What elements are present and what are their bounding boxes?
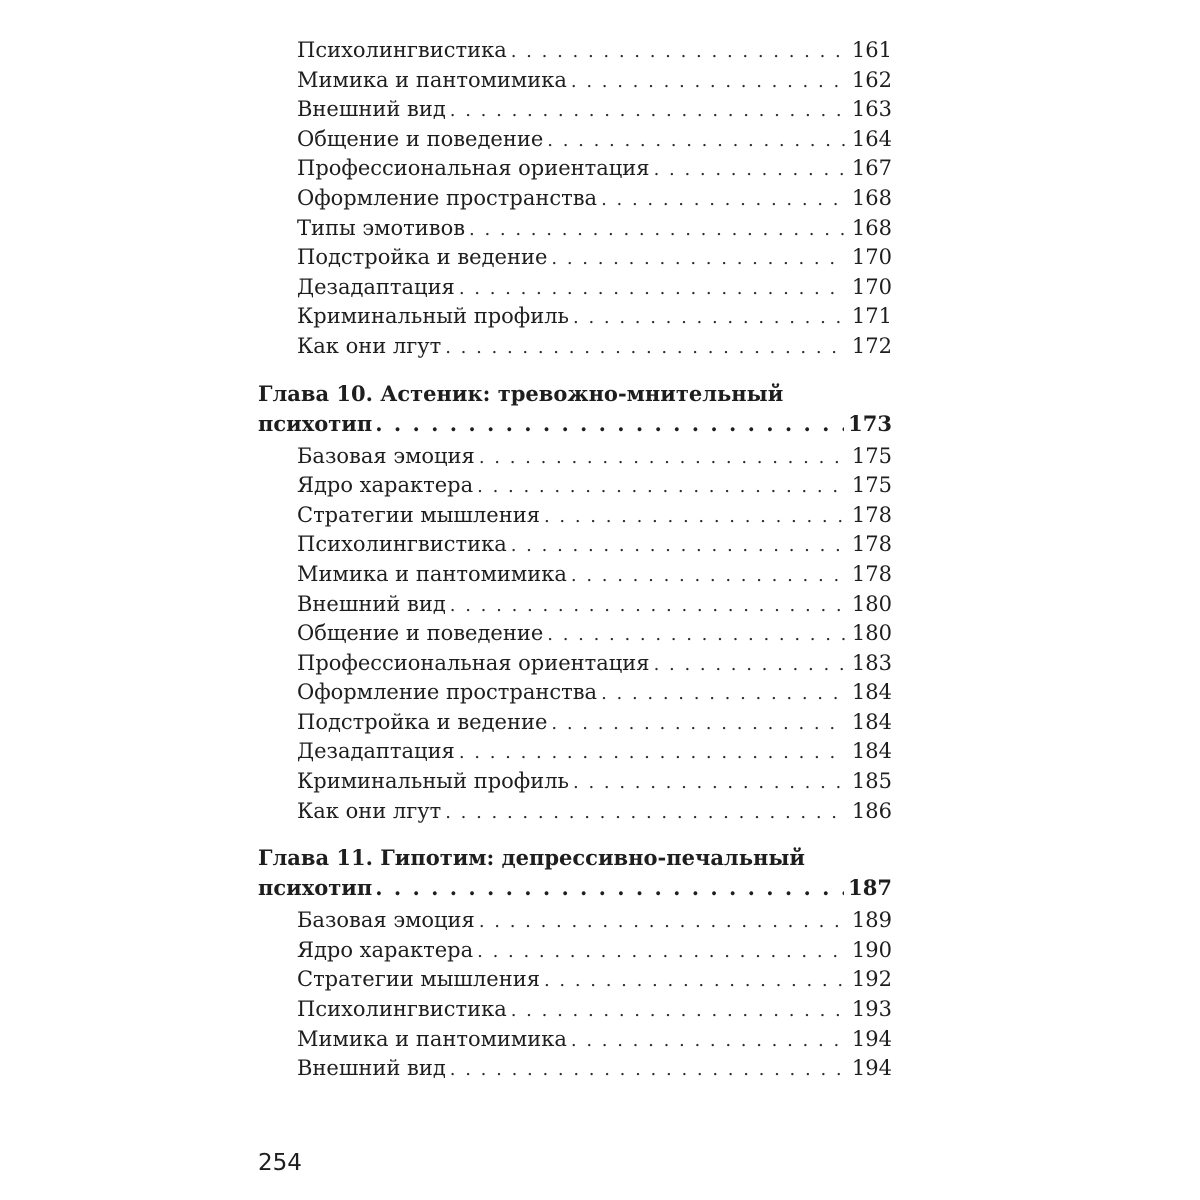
- toc-entry-title: Психолингвистика: [297, 532, 507, 557]
- toc-entry-title: Дезадаптация: [297, 739, 455, 764]
- dot-leader: [547, 709, 846, 739]
- toc-entry-page: 178: [851, 502, 892, 527]
- toc-entry-title: Криминальный профиль: [297, 304, 569, 329]
- toc-entry-title: Подстройка и ведение: [297, 709, 548, 734]
- chapter-title-line2: психотип: [258, 410, 373, 436]
- table-of-contents: [258, 36, 892, 1084]
- toc-entry-page: 171: [851, 304, 892, 329]
- toc-entry[interactable]: [258, 678, 892, 708]
- toc-entry[interactable]: [258, 214, 892, 244]
- chapter-heading[interactable]: [258, 843, 892, 903]
- toc-entry[interactable]: [258, 154, 892, 184]
- toc-entry[interactable]: [258, 560, 892, 590]
- toc-entry-title: Общение и поведение: [297, 126, 544, 151]
- dot-leader: [441, 798, 846, 828]
- toc-entry-page: 170: [851, 245, 892, 270]
- toc-entry-title: Ядро характера: [297, 473, 474, 498]
- toc-entry-title: Базовая эмоция: [297, 908, 475, 933]
- dot-leader: [507, 531, 846, 561]
- toc-entry[interactable]: [258, 649, 892, 679]
- toc-entry-page: 184: [851, 680, 892, 705]
- toc-entry-page: 167: [851, 156, 892, 181]
- toc-entry[interactable]: [258, 767, 892, 797]
- chapter-page-number: 173: [848, 410, 892, 436]
- dot-leader: [569, 303, 846, 333]
- toc-entry-page: 175: [851, 473, 892, 498]
- toc-entry-title: Психолингвистика: [297, 38, 507, 62]
- toc-entry[interactable]: [258, 737, 892, 767]
- dot-leader: [455, 274, 846, 304]
- toc-entry[interactable]: [258, 442, 892, 472]
- dot-leader: [507, 996, 846, 1026]
- toc-entry-page: 180: [851, 621, 892, 646]
- dot-leader: [446, 96, 846, 126]
- toc-entry-title: Базовая эмоция: [297, 443, 475, 468]
- toc-entry-title: Как они лгут: [297, 333, 442, 358]
- toc-entry[interactable]: [258, 797, 892, 827]
- toc-entry-page: 184: [851, 709, 892, 734]
- toc-entry-page: 184: [851, 739, 892, 764]
- dot-leader: [547, 244, 846, 274]
- toc-entry[interactable]: [258, 36, 892, 66]
- toc-entry-title: Мимика и пантомимика: [297, 67, 567, 92]
- dot-leader: [567, 561, 846, 591]
- toc-entry-title: Общение и поведение: [297, 621, 544, 646]
- toc-entry-page: 175: [851, 443, 892, 468]
- dot-leader: [650, 650, 846, 680]
- dot-leader: [540, 502, 846, 532]
- toc-entry-page: 180: [851, 591, 892, 616]
- toc-entry[interactable]: [258, 332, 892, 362]
- dot-leader: [465, 215, 846, 245]
- toc-entry[interactable]: [258, 125, 892, 155]
- toc-entry[interactable]: [258, 273, 892, 303]
- dot-leader: [507, 37, 846, 67]
- chapter-title-line1: Глава 10. Астеник: тревожно-мнительный: [258, 380, 784, 406]
- toc-entry[interactable]: [258, 471, 892, 501]
- toc-entry-title: Профессиональная ориентация: [297, 650, 650, 675]
- toc-entry[interactable]: [258, 936, 892, 966]
- toc-entry-page: 164: [851, 126, 892, 151]
- dot-leader: [540, 966, 846, 996]
- dot-leader: [567, 67, 846, 97]
- toc-entry-title: Ядро характера: [297, 937, 474, 962]
- toc-entry-page: 194: [851, 1026, 892, 1051]
- dot-leader: [372, 409, 844, 439]
- toc-entry[interactable]: [258, 501, 892, 531]
- toc-entry-page: 192: [851, 967, 892, 992]
- toc-entry[interactable]: [258, 906, 892, 936]
- toc-entry-page: 161: [851, 38, 892, 62]
- page-number: 254: [258, 1150, 302, 1176]
- chapter-title-line1: Глава 11. Гипотим: депрессивно-печальный: [258, 845, 805, 871]
- toc-entry-page: 178: [851, 532, 892, 557]
- toc-entry[interactable]: [258, 66, 892, 96]
- dot-leader: [473, 937, 846, 967]
- dot-leader: [597, 185, 846, 215]
- toc-entry-page: 190: [851, 937, 892, 962]
- toc-section: [258, 843, 892, 1084]
- toc-entry[interactable]: [258, 530, 892, 560]
- toc-entry-page: 193: [851, 997, 892, 1022]
- toc-entry-title: Стратегии мышления: [297, 967, 540, 992]
- toc-entry-page: 162: [851, 67, 892, 92]
- dot-leader: [372, 873, 844, 903]
- toc-entry-title: Внешний вид: [297, 1056, 446, 1081]
- toc-entry[interactable]: [258, 302, 892, 332]
- chapter-page-number: 187: [848, 875, 892, 901]
- toc-entry-title: Профессиональная ориентация: [297, 156, 650, 181]
- toc-entry[interactable]: [258, 1025, 892, 1055]
- dot-leader: [446, 591, 846, 621]
- toc-entry[interactable]: [258, 965, 892, 995]
- dot-leader: [543, 126, 846, 156]
- toc-section: [258, 379, 892, 827]
- toc-entry-page: 185: [851, 769, 892, 794]
- chapter-heading[interactable]: [258, 379, 892, 439]
- dot-leader: [567, 1026, 846, 1056]
- chapter-title-line2: психотип: [258, 875, 373, 901]
- toc-entry-page: 194: [851, 1056, 892, 1081]
- dot-leader: [597, 679, 846, 709]
- dot-leader: [543, 620, 846, 650]
- dot-leader: [569, 768, 846, 798]
- toc-entry[interactable]: [258, 184, 892, 214]
- toc-entry-page: 178: [851, 561, 892, 586]
- toc-entry[interactable]: [258, 590, 892, 620]
- toc-entry[interactable]: [258, 995, 892, 1025]
- toc-entry[interactable]: [258, 1054, 892, 1084]
- dot-leader: [650, 155, 846, 185]
- dot-leader: [441, 333, 846, 363]
- dot-leader: [455, 738, 846, 768]
- dot-leader: [446, 1055, 846, 1085]
- toc-entry-page: 168: [851, 215, 892, 240]
- toc-entry-page: 170: [851, 274, 892, 299]
- toc-section: [258, 36, 892, 362]
- dot-leader: [475, 907, 846, 937]
- toc-entry-title: Стратегии мышления: [297, 502, 540, 527]
- toc-entry[interactable]: [258, 243, 892, 273]
- dot-leader: [475, 443, 846, 473]
- toc-entry-title: Как они лгут: [297, 798, 442, 823]
- toc-entry-page: 168: [851, 185, 892, 210]
- toc-entry[interactable]: [258, 95, 892, 125]
- dot-leader: [473, 472, 846, 502]
- toc-entry[interactable]: [258, 619, 892, 649]
- toc-entry-title: Оформление пространства: [297, 185, 598, 210]
- toc-entry-title: Криминальный профиль: [297, 769, 569, 794]
- toc-entry-title: Подстройка и ведение: [297, 245, 548, 270]
- toc-entry-title: Оформление пространства: [297, 680, 598, 705]
- toc-entry-page: 163: [851, 97, 892, 122]
- toc-entry-title: Мимика и пантомимика: [297, 1026, 567, 1051]
- toc-entry[interactable]: [258, 708, 892, 738]
- toc-entry-title: Внешний вид: [297, 97, 446, 122]
- chapter-title-line2-row: [258, 873, 892, 903]
- toc-entry-title: Типы эмотивов: [297, 215, 466, 240]
- toc-entry-page: 172: [851, 333, 892, 358]
- toc-entry-page: 183: [851, 650, 892, 675]
- toc-entry-title: Внешний вид: [297, 591, 446, 616]
- toc-entry-page: 189: [851, 908, 892, 933]
- toc-entry-title: Мимика и пантомимика: [297, 561, 567, 586]
- chapter-title-line2-row: [258, 409, 892, 439]
- toc-entry-page: 186: [851, 798, 892, 823]
- toc-entry-title: Психолингвистика: [297, 997, 507, 1022]
- toc-entry-title: Дезадаптация: [297, 274, 455, 299]
